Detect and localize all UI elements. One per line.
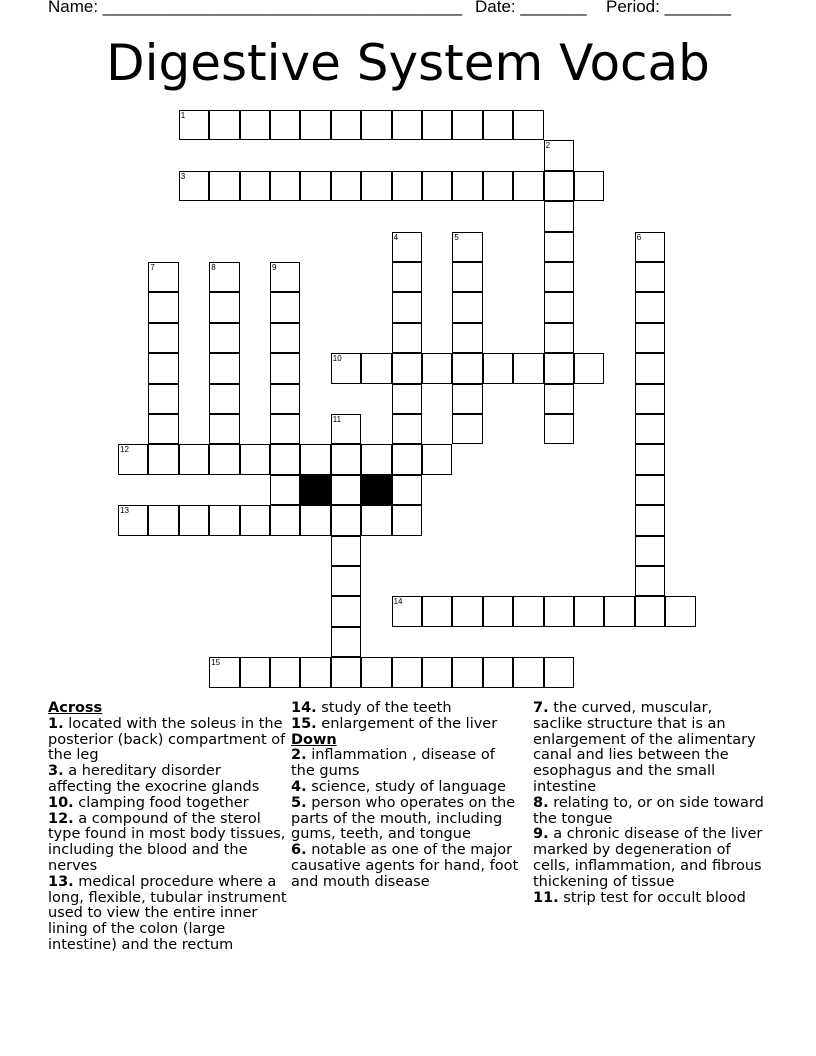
crossword-cell[interactable] [209,384,239,414]
clue-number-9: 9 [272,263,277,272]
crossword-cell[interactable] [483,353,513,383]
crossword-cell[interactable] [240,657,270,687]
clue-down-11: 11. strip test for occult blood [533,889,746,906]
clue-number-11: 11 [332,415,342,424]
crossword-cell[interactable] [544,201,574,231]
crossword-cell[interactable] [544,292,574,322]
crossword-cell[interactable] [270,262,300,292]
crossword-cell[interactable] [148,262,178,292]
crossword-cell[interactable] [513,171,543,201]
across-heading: Across [48,700,103,716]
clue-across-14: 14. study of the teeth [291,700,452,716]
crossword-cell[interactable] [574,353,604,383]
crossword-cell[interactable] [392,657,422,687]
clue-number-12: 12 [120,445,129,455]
crossword-cell[interactable] [483,596,513,626]
crossword-cell[interactable] [209,414,239,444]
crossword-cell[interactable] [574,596,604,626]
black-square [300,475,330,505]
crossword-cell[interactable] [331,414,361,444]
crossword-cell[interactable] [544,657,574,687]
crossword-cell[interactable] [452,323,482,353]
crossword-cell[interactable] [240,110,270,140]
crossword-cell[interactable] [270,292,300,322]
crossword-cell[interactable] [148,414,178,444]
crossword-cell[interactable] [361,444,391,474]
crossword-cell[interactable] [148,292,178,322]
crossword-cell[interactable] [544,323,574,353]
crossword-cell[interactable] [392,353,422,383]
crossword-cell[interactable] [574,171,604,201]
crossword-cell[interactable] [179,505,209,535]
crossword-cell[interactable] [148,323,178,353]
crossword-cell[interactable] [270,171,300,201]
clue-number-1: 1 [180,111,186,120]
crossword-cell[interactable] [209,657,239,687]
crossword-cell[interactable] [240,171,270,201]
crossword-cell[interactable] [392,232,422,262]
crossword-cell[interactable] [118,444,148,474]
clues-column-2 [291,701,523,891]
crossword-cell[interactable] [635,384,665,414]
crossword-cell[interactable] [422,353,452,383]
crossword-cell[interactable] [635,353,665,383]
clue-down-5: 5. person who operates on the parts of the mouth, including gums, teeth, and tongue [291,794,516,843]
crossword-cell[interactable] [148,444,178,474]
crossword-cell[interactable] [513,596,543,626]
crossword-cell[interactable] [544,232,574,262]
crossword-cell[interactable] [331,596,361,626]
black-square [361,475,391,505]
crossword-cell[interactable] [422,596,452,626]
clue-across-13: 13. medical procedure where a long, flexible, tubular instrument used to view the entire inner lining of the colon (large intestine) and the rectum [48,873,287,953]
clue-number-8: 8 [211,263,216,272]
crossword-cell[interactable] [513,353,543,383]
crossword-cell[interactable] [331,444,361,474]
crossword-cell[interactable] [544,384,574,414]
crossword-cell[interactable] [331,171,361,201]
crossword-cell[interactable] [483,657,513,687]
period-field[interactable]: Period: _______ [606,0,731,16]
crossword-cell[interactable] [513,110,543,140]
crossword-cell[interactable] [361,353,391,383]
crossword-cell[interactable] [361,505,391,535]
crossword-cell[interactable] [665,596,695,626]
crossword-cell[interactable] [452,384,482,414]
crossword-cell[interactable] [452,353,482,383]
crossword-cell[interactable] [270,657,300,687]
crossword-cell[interactable] [635,444,665,474]
crossword-cell[interactable] [635,232,665,262]
date-field[interactable]: Date: _______ [475,0,587,16]
clue-across-12: 12. a compound of the sterol type found in most body tissues, including the blood and the nerves [48,810,286,874]
crossword-cell[interactable] [361,110,391,140]
crossword-cell[interactable] [544,262,574,292]
crossword-cell[interactable] [635,505,665,535]
crossword-cell[interactable] [300,505,330,535]
crossword-cell[interactable] [270,475,300,505]
clues-column-1 [48,701,288,954]
clue-across-3: 3. a hereditary disorder affecting the exocrine glands [48,763,260,795]
crossword-cell[interactable] [452,232,482,262]
crossword-cell[interactable] [452,596,482,626]
crossword-cell[interactable] [452,657,482,687]
crossword-cell[interactable] [331,627,361,657]
crossword-cell[interactable] [452,171,482,201]
crossword-cell[interactable] [392,262,422,292]
crossword-cell[interactable] [513,657,543,687]
crossword-cell[interactable] [270,505,300,535]
crossword-cell[interactable] [392,444,422,474]
clue-number-4: 4 [393,232,399,242]
crossword-cell[interactable] [209,262,239,292]
crossword-cell[interactable] [209,323,239,353]
crossword-cell[interactable] [148,505,178,535]
clue-number-5: 5 [454,232,459,242]
crossword-cell[interactable] [209,444,239,474]
crossword-cell[interactable] [452,292,482,322]
crossword-cell[interactable] [392,414,422,444]
crossword-cell[interactable] [422,657,452,687]
crossword-cell[interactable] [422,171,452,201]
down-heading: Down [291,731,337,748]
clue-down-8: 8. relating to, or on side toward the tongue [533,794,764,827]
crossword-cell[interactable] [270,444,300,474]
crossword-cell[interactable] [544,171,574,201]
clue-down-7: 7. the curved, muscular, saclike structure that is an enlargement of the alimentary canal and lies between the esophagus and the small intestine [533,700,756,795]
crossword-cell[interactable] [300,110,330,140]
crossword-cell[interactable] [331,505,361,535]
crossword-cell[interactable] [422,110,452,140]
crossword-cell[interactable] [635,414,665,444]
crossword-cell[interactable] [635,475,665,505]
clue-number-3: 3 [180,171,186,181]
crossword-cell[interactable] [300,444,330,474]
crossword-cell[interactable] [392,171,422,201]
crossword-cell[interactable] [452,414,482,444]
crossword-cell[interactable] [209,110,239,140]
crossword-cell[interactable] [544,140,574,170]
crossword-cell[interactable] [331,353,361,383]
crossword-cell[interactable] [483,110,513,140]
crossword-cell[interactable] [331,657,361,687]
crossword-cell[interactable] [270,323,300,353]
crossword-cell[interactable] [148,353,178,383]
crossword-cell[interactable] [392,110,422,140]
crossword-cell[interactable] [209,171,239,201]
crossword-cell[interactable] [209,353,239,383]
crossword-cell[interactable] [544,414,574,444]
crossword-cell[interactable] [331,566,361,596]
clue-number-10: 10 [332,354,342,364]
crossword-cell[interactable] [392,505,422,535]
crossword-cell[interactable] [452,262,482,292]
crossword-cell[interactable] [331,110,361,140]
clue-across-10: 10. clamping food together [48,794,249,811]
crossword-cell[interactable] [635,323,665,353]
clue-across-1: 1. located with the soleus in the posterior (back) compartment of the leg [48,715,286,764]
crossword-cell[interactable] [392,384,422,414]
clues-column-3 [533,701,765,906]
crossword-cell[interactable] [483,171,513,201]
crossword-cell[interactable] [148,384,178,414]
crossword-cell[interactable] [270,414,300,444]
crossword-cell[interactable] [209,292,239,322]
crossword-cell[interactable] [452,110,482,140]
page-title: Digestive System Vocab [106,34,710,92]
crossword-cell[interactable] [544,353,574,383]
crossword-cell[interactable] [361,657,391,687]
crossword-cell[interactable] [392,323,422,353]
crossword-cell[interactable] [300,657,330,687]
clue-down-4: 4. science, study of language [291,778,506,795]
clue-across-15: 15. enlargement of the liver [291,715,498,732]
crossword-cell[interactable] [118,505,148,535]
crossword-cell[interactable] [270,384,300,414]
clue-down-9: 9. a chronic disease of the liver marked by degeneration of cells, inflammation, and fibrous thickening of tissue [533,826,763,890]
crossword-cell[interactable] [635,596,665,626]
crossword-cell[interactable] [331,475,361,505]
crossword-cell[interactable] [179,171,209,201]
crossword-cell[interactable] [635,292,665,322]
crossword-cell[interactable] [209,505,239,535]
clue-number-2: 2 [545,141,551,151]
crossword-cell[interactable] [392,475,422,505]
clue-number-15: 15 [211,658,221,668]
crossword-cell[interactable] [240,505,270,535]
crossword-cell[interactable] [361,171,391,201]
crossword-cell[interactable] [179,110,209,140]
crossword-cell[interactable] [544,596,574,626]
clue-down-6: 6. notable as one of the major causative agents for hand, foot and mouth disease [291,842,519,890]
crossword-cell[interactable] [392,596,422,626]
crossword-cell[interactable] [331,536,361,566]
crossword-cell[interactable] [635,262,665,292]
crossword-cell[interactable] [270,353,300,383]
crossword-cell[interactable] [635,566,665,596]
crossword-cell[interactable] [179,444,209,474]
crossword-cell[interactable] [422,444,452,474]
clue-number-6: 6 [636,232,642,242]
name-field[interactable]: Name: ______________________________________ [48,0,463,16]
clue-number-7: 7 [150,263,155,272]
clue-down-2: 2. inflammation , disease of the gums [291,747,495,780]
clue-number-14: 14 [393,597,403,607]
crossword-cell[interactable] [604,596,634,626]
crossword-cell[interactable] [392,292,422,322]
crossword-cell[interactable] [635,536,665,566]
crossword-cell[interactable] [270,110,300,140]
crossword-cell[interactable] [300,171,330,201]
crossword-cell[interactable] [240,444,270,474]
clue-number-13: 13 [120,506,129,516]
